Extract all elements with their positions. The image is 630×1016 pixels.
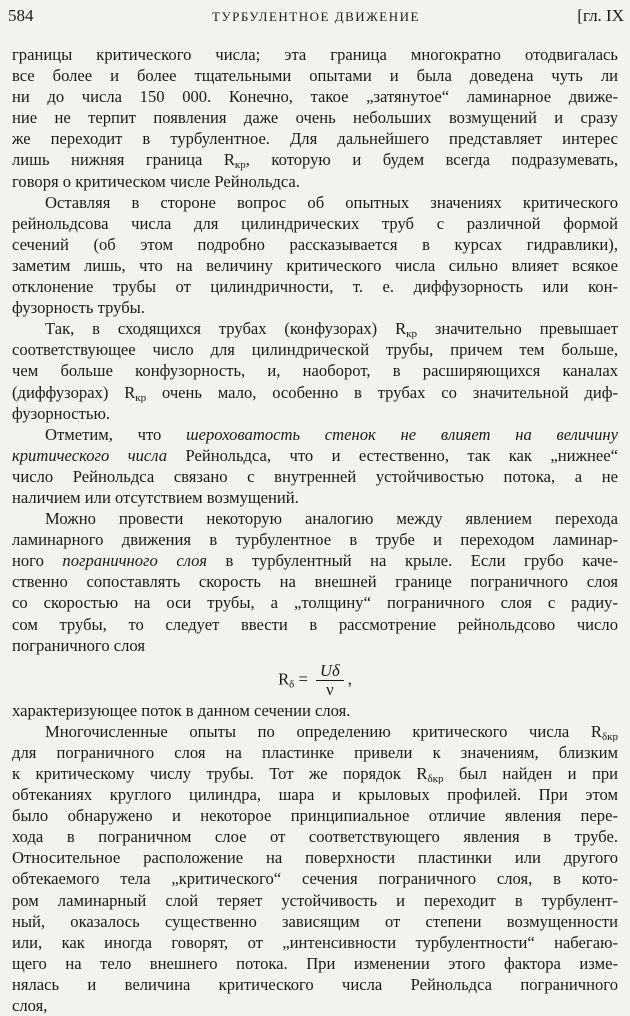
text-line: нялась и величина критического числа Рейнольдса пограничного — [12, 974, 618, 994]
emphasis: шероховатость стенок не влияет на величину — [186, 424, 618, 444]
subscript: кр — [406, 328, 417, 340]
formula-fraction — [316, 662, 344, 699]
text-line: заметим лишь, что на величину критического числа сильно влияет всякое — [12, 255, 618, 275]
text-line: слоя, — [12, 996, 48, 1016]
subscript: δкр — [601, 730, 618, 742]
text-line: говоря о критическом числе Рейнольдса. — [12, 171, 300, 191]
subscript: δкр — [427, 773, 444, 785]
text-line: Многочисленные опыты по определению критического числа $R_{\delta кр}$ — [45, 721, 618, 742]
text-line: Можно провести некоторую аналогию между явлением перехода — [45, 509, 618, 529]
formula-eq: = — [298, 669, 308, 689]
text-line: ни до числа 150 000. Конечно, такое „затянутое“ ламинарное движе- — [12, 87, 618, 107]
text-line: характеризующее поток в данном сечении слоя. — [12, 700, 351, 720]
text-line: или, как иногда говорят, от „интенсивности турбулентности“ набегаю- — [12, 932, 618, 952]
page-header — [8, 6, 624, 30]
body-text — [12, 44, 618, 1016]
text-line: для пограничного слоя на пластинке привели к значениям, близким — [12, 742, 618, 762]
text-line: ный, оказалось существенно зависящим от степени возмущенности — [12, 911, 618, 931]
emphasis: пограничного слоя — [62, 551, 207, 571]
text-line: лишь нижняя граница $R_{кр}$, которую и будем всегда подразумевать, — [12, 150, 618, 171]
formula-trail: , — [347, 669, 352, 689]
formula-lhs: R — [278, 669, 290, 689]
text-line: границы критического числа; эта граница многократно отодвигалась — [12, 45, 618, 64]
text-line: ламинарного движения в турбулентное в трубе и переходом ламинар- — [12, 530, 618, 550]
text-line: сечений (об этом подробно рассказывается в курсах гидравлики), — [12, 234, 618, 254]
text-line: критического числа Рейнольдса, что и естественно, так как „нижнее“ — [12, 445, 618, 465]
reynolds-formula — [12, 656, 618, 700]
text-line: рейнольдсова числа для цилиндрических труб с различной формой — [12, 213, 618, 233]
formula-lhs-sub: δ — [289, 678, 295, 691]
page-number: 584 — [8, 6, 34, 25]
text-line: чем больше конфузорность, и, наоборот, в расширяющихся каналах — [12, 361, 618, 381]
text-line: Оставляя в стороне вопрос об опытных значениях критического — [45, 192, 618, 212]
text-line: обтеканиях круглого цилиндра, шара и крыловых профилей. При этом — [12, 785, 618, 805]
text-line: хода в пограничном слое от соответствующего явления в трубе. — [12, 827, 618, 847]
text-line: фузорность трубы. — [12, 298, 145, 318]
text-line: Относительное расположение на поверхности пластинки или другого — [12, 848, 618, 868]
text-line: наличием или отсутствием возмущений. — [12, 487, 299, 507]
text-line: щего на тело внешнего потока. При изменении этого фактора изме- — [12, 953, 618, 973]
text-line: обтекаемого тела „критического“ сечения пограничного слоя, в кото- — [12, 869, 618, 889]
formula-denominator: ν — [326, 679, 334, 699]
text-line: сом трубы, то следует ввести в рассмотрение рейнольдсово число — [12, 614, 618, 634]
text-line: ние не терпит появления даже очень небольших возмущений и сразу — [12, 108, 618, 128]
running-title: ТУРБУЛЕНТНОЕ ДВИЖЕНИЕ — [212, 9, 420, 24]
subscript: кр — [234, 159, 246, 171]
formula-numerator: Uδ — [316, 662, 344, 681]
text-line: со скоростью на оси трубы, а „толщину“ пограничного слоя с радиу- — [12, 593, 618, 613]
text-line: Так, в сходящихся трубах (конфузорах) $R_{кр}$ значительно превышает — [45, 319, 618, 340]
text-line: же переходит в турбулентное. Для дальнейшего представляет интерес — [12, 129, 618, 149]
text-line: соответствующее число для цилиндрической трубы, причем тем больше, — [12, 340, 618, 360]
text-line: ного пограничного слоя в турбулентный на крыле. Если грубо каче- — [12, 551, 618, 571]
text-line: число Рейнольдса связано с внутренней устойчивостью потока, а не — [12, 466, 618, 486]
text-line: пограничного слоя — [12, 635, 146, 655]
text-line: ственно сопоставлять скорость на внешней границе пограничного слоя — [12, 572, 618, 592]
text-line: все более и более тщательными опытами и была доведена чуть ли — [12, 66, 618, 86]
text-line: Отметим, что шероховатость стенок не влияет на величину — [45, 424, 618, 444]
text-line: фузорностью. — [12, 403, 111, 423]
text-line: к критическому числу трубы. Тот же порядок $R_{\delta кр}$ был найден и при — [12, 764, 618, 785]
emphasis: критического числа — [12, 445, 168, 465]
subscript: кр — [135, 391, 147, 403]
text-line: отклонение трубы от цилиндричности, т. е. диффузорность или кон- — [12, 277, 618, 297]
text-line: ром ламинарный слой теряет устойчивость и переходит в турбулент- — [12, 890, 618, 910]
chapter-label: [гл. IX — [577, 6, 624, 25]
text-line: (диффузорах) $R_{кр}$ очень мало, особенно в трубах со значительной диф- — [12, 382, 618, 403]
text-line: было обнаружено и некоторое принципиальное отличие явления пере- — [12, 806, 618, 826]
